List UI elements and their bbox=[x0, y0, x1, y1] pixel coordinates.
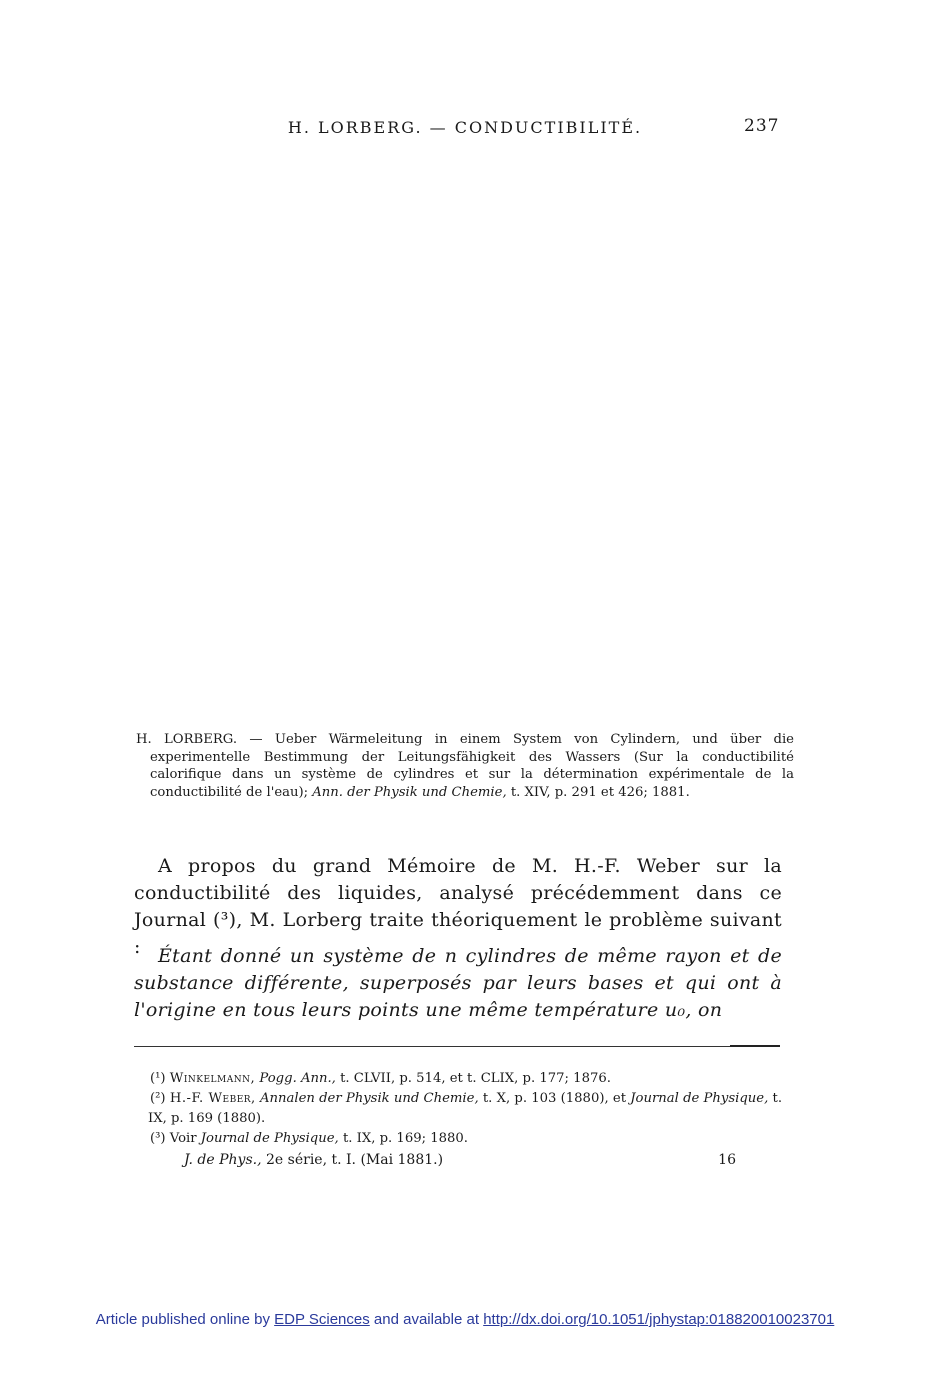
footnote-divider bbox=[134, 1046, 780, 1047]
footnote-marker: (³) bbox=[150, 1131, 166, 1146]
signature-journal: J. de Phys., bbox=[184, 1152, 262, 1168]
banner-prefix: Article published online by bbox=[95, 1311, 270, 1328]
banner-middle: and available at bbox=[373, 1311, 480, 1328]
footnote-tail: t. CLVII, p. 514, et t. CLIX, p. 177; 1876. bbox=[340, 1071, 611, 1086]
footnote-3 bbox=[134, 1129, 782, 1149]
footnote-journal: Annalen der Physik und Chemie, bbox=[259, 1091, 479, 1106]
footnote-journal: Pogg. Ann., bbox=[259, 1071, 336, 1086]
footnote-author: H.-F. Weber, bbox=[169, 1091, 256, 1106]
body-paragraph-1: A propos du grand Mémoire de M. H.-F. Weber sur la conductibilité des liquides, analysé précédemment dans ce Journal (³), M. Lorberg traite théoriquement le problème suivant : bbox=[134, 855, 782, 958]
reference-lead: H. LORBERG. — Ueber Wärmeleitung in einem System von Cylindern, und über die experimentelle Bestimmung der Leitungsfähigkeit des Wassers (Sur la conductibilité calorifique dans un système de cylindres et sur la détermination expérimentale de la conductibilité de l'eau); bbox=[136, 732, 794, 800]
footnote-2 bbox=[134, 1089, 782, 1129]
signature-series: 2e série, t. I. (Mai 1881.) bbox=[266, 1152, 444, 1168]
footnote-lead: Voir bbox=[169, 1131, 197, 1146]
footnote-journal: Journal de Physique, bbox=[200, 1131, 339, 1146]
page-number: 237 bbox=[744, 116, 780, 136]
reference-tail: t. XIV, p. 291 et 426; 1881. bbox=[510, 784, 690, 800]
running-title: H. LORBERG. — CONDUCTIBILITÉ. bbox=[287, 118, 643, 137]
footnote-middle: t. X, p. 103 (1880), et bbox=[482, 1091, 627, 1106]
footnote-tail: t. IX, p. 169; 1880. bbox=[342, 1131, 468, 1146]
footnotes bbox=[134, 1069, 782, 1149]
reference-journal: Ann. der Physik und Chemie, bbox=[312, 784, 507, 800]
publisher-link[interactable]: EDP Sciences bbox=[274, 1311, 370, 1328]
body-paragraph-2: Étant donné un système de n cylindres de même rayon et de substance différente, superposés par leurs bases et qui ont à l'origine en tous leurs points une même température u₀, on bbox=[134, 945, 782, 1021]
footnote-1 bbox=[134, 1069, 782, 1089]
footnote-author: Winkelmann, bbox=[169, 1071, 256, 1086]
footnote-marker: (²) bbox=[150, 1091, 166, 1106]
bibliographic-reference bbox=[136, 731, 794, 801]
footnote-marker: (¹) bbox=[150, 1071, 166, 1086]
publisher-banner bbox=[0, 1311, 930, 1328]
footnote-journal-2: Journal de Physique, bbox=[630, 1091, 769, 1106]
sheet-number: 16 bbox=[718, 1152, 736, 1168]
footnote-tail: t. IX, p. 169 (1880). bbox=[148, 1091, 783, 1126]
signature-line bbox=[184, 1152, 736, 1168]
doi-link[interactable]: http://dx.doi.org/10.1051/jphystap:018820010023701 bbox=[483, 1311, 835, 1328]
